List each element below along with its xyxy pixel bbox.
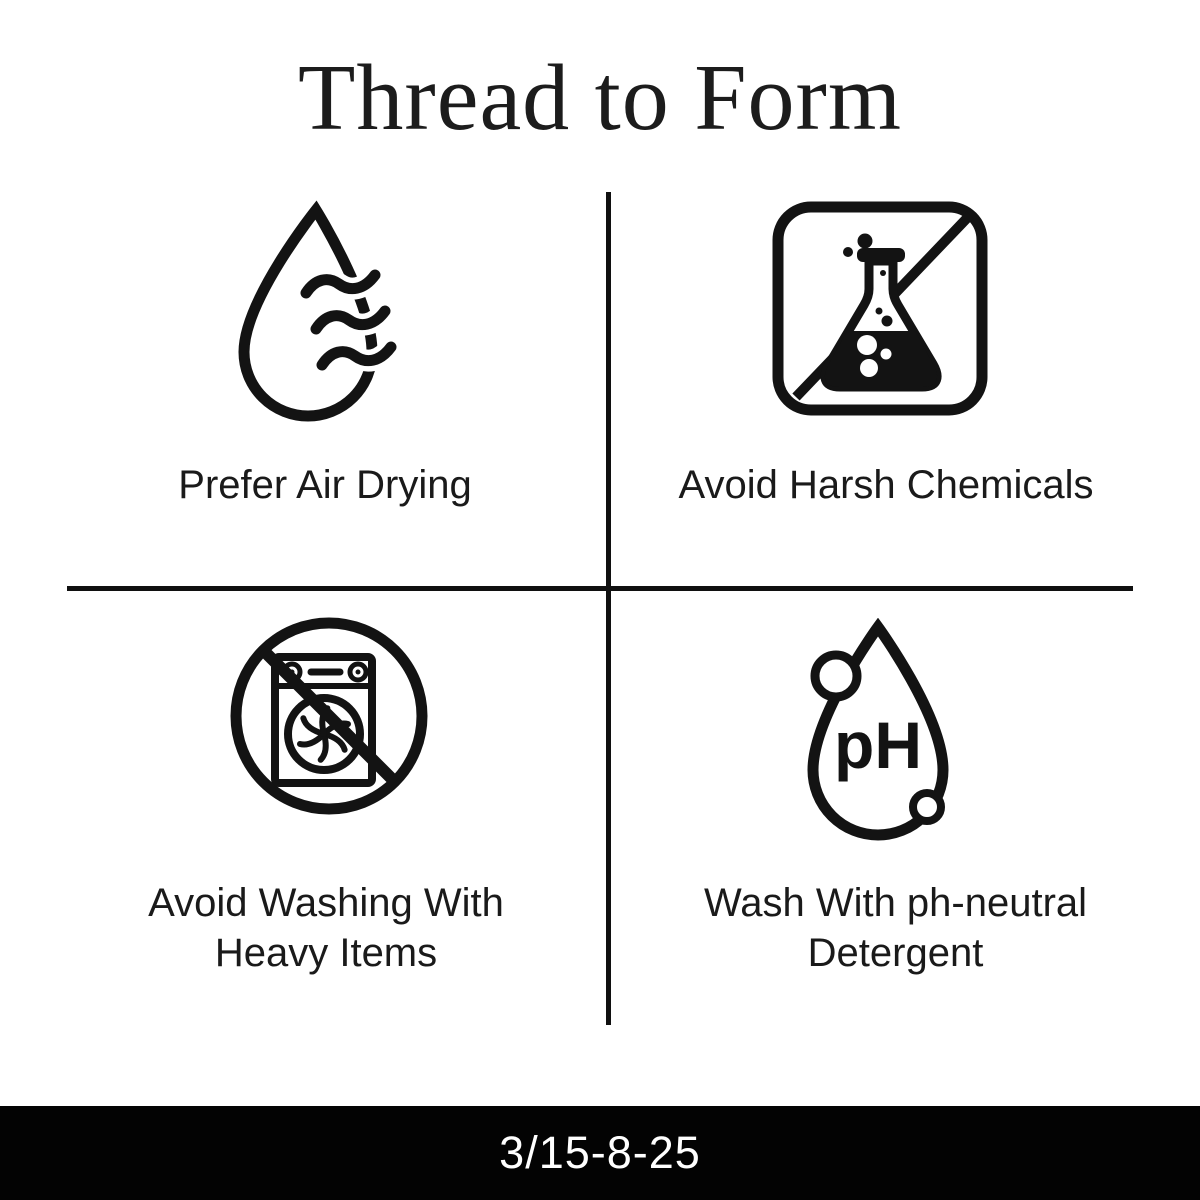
no-chemicals-flask-icon	[772, 201, 988, 416]
ph-neutral-drop-icon	[800, 618, 955, 848]
flask-lip	[857, 248, 905, 262]
no-washing-machine-icon	[218, 615, 440, 817]
footer-text: 3/15-8-25	[499, 1127, 701, 1178]
label-prefer-air-drying: Prefer Air Drying	[178, 463, 472, 507]
label-line-1: Avoid Washing With	[148, 881, 504, 925]
page-title: Thread to Form	[298, 46, 902, 150]
label-wash-ph-neutral	[668, 878, 1123, 978]
label-line-2: Detergent	[807, 931, 984, 975]
air-dry-drop-icon	[228, 200, 418, 422]
label-line-2: Heavy Items	[214, 931, 438, 975]
molecule-circle-small	[913, 793, 941, 821]
vertical-divider	[606, 192, 611, 1025]
footer-bar	[0, 1106, 1200, 1200]
label-line-1: Wash With ph-neutral	[703, 881, 1088, 925]
label-avoid-harsh-chemicals: Avoid Harsh Chemicals	[678, 463, 1094, 507]
ph-text: pH	[834, 708, 922, 782]
horizontal-divider	[67, 586, 1133, 591]
label-avoid-washing-heavy-items	[96, 878, 556, 978]
molecule-circle-large	[815, 655, 857, 697]
